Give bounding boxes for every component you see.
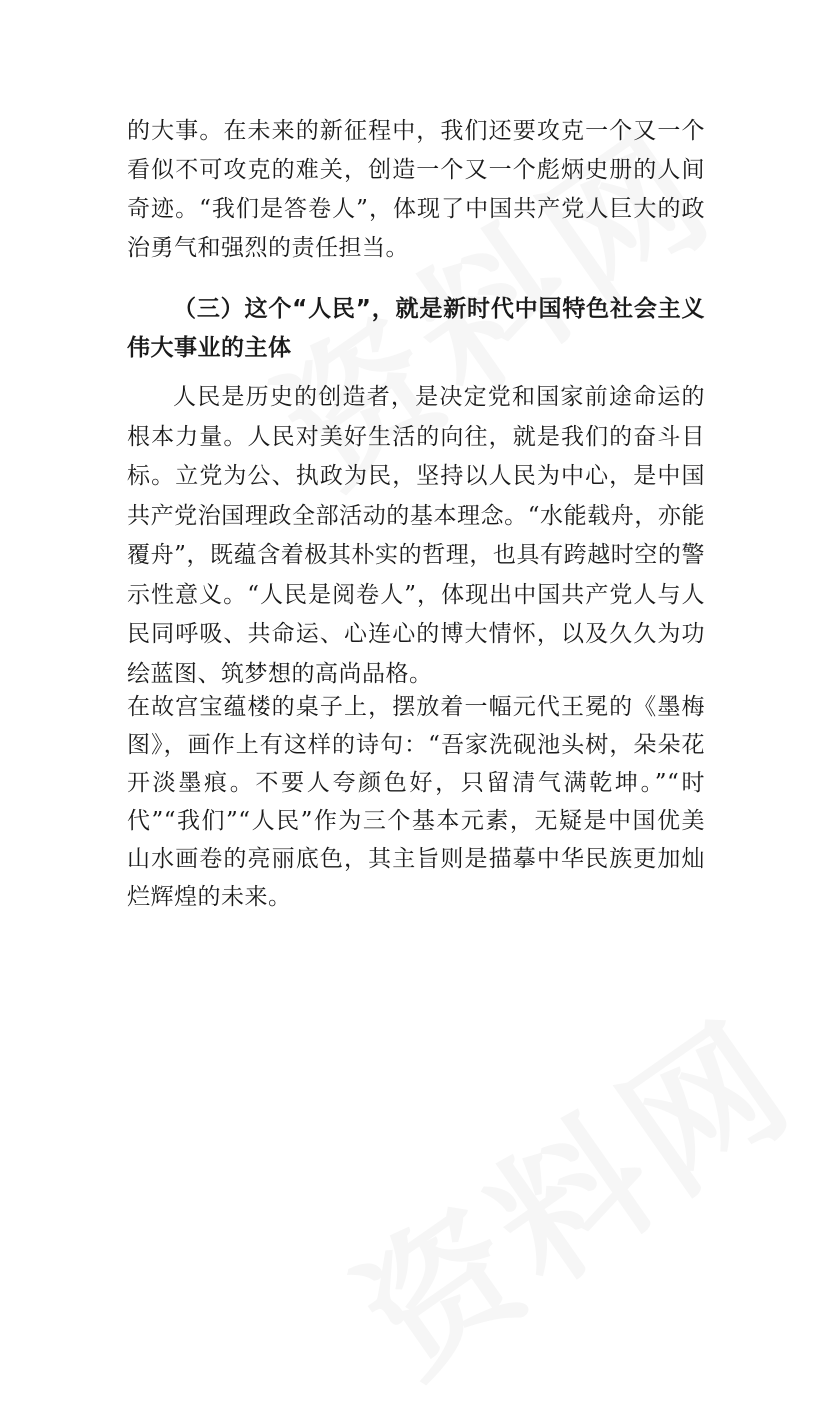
paragraph-plum-painting: 在故宫宝蕴楼的桌子上，摆放着一幅元代王冕的《墨梅图》，画作上有这样的诗句：“吾家洗砚池头树，朵朵花开淡墨痕。不要人夸颜色好，只留清气满乾坤。”“时代”“我们”“人民”作为三个基本元素，无疑是中国优美山水画卷的亮丽底色，其主旨则是描摹中华民族更加灿烂辉煌的未来。 bbox=[127, 694, 705, 910]
watermark bbox=[311, 962, 828, 1414]
paragraph-people: 人民是历史的创造者，是决定党和国家前途命运的根本力量。人民对美好生活的向往，就是我们的奋斗目标。立党为公、执政为民，坚持以人民为中心，是中国共产党治国理政全部活动的基本理念。“水能载舟，亦能覆舟”，既蕴含着极其朴实的哲理，也具有跨越时空的警示性意义。“人民是阅卷人”，体现出中国共产党人与人民同呼吸、共命运、心连心的博大情怀，以及久久为功绘蓝图、筑梦想的高尚品格。 bbox=[127, 384, 705, 687]
section-heading-three: （三）这个“人民”，就是新时代中国特色社会主义伟大事业的主体 bbox=[127, 296, 705, 361]
paragraph-answer-sheet: 的大事。在未来的新征程中，我们还要攻克一个又一个看似不可攻克的难关，创造一个又一个彪炳史册的人间奇迹。“我们是答卷人”，体现了中国共产党人巨大的政治勇气和强烈的责任担当。 bbox=[127, 118, 705, 261]
